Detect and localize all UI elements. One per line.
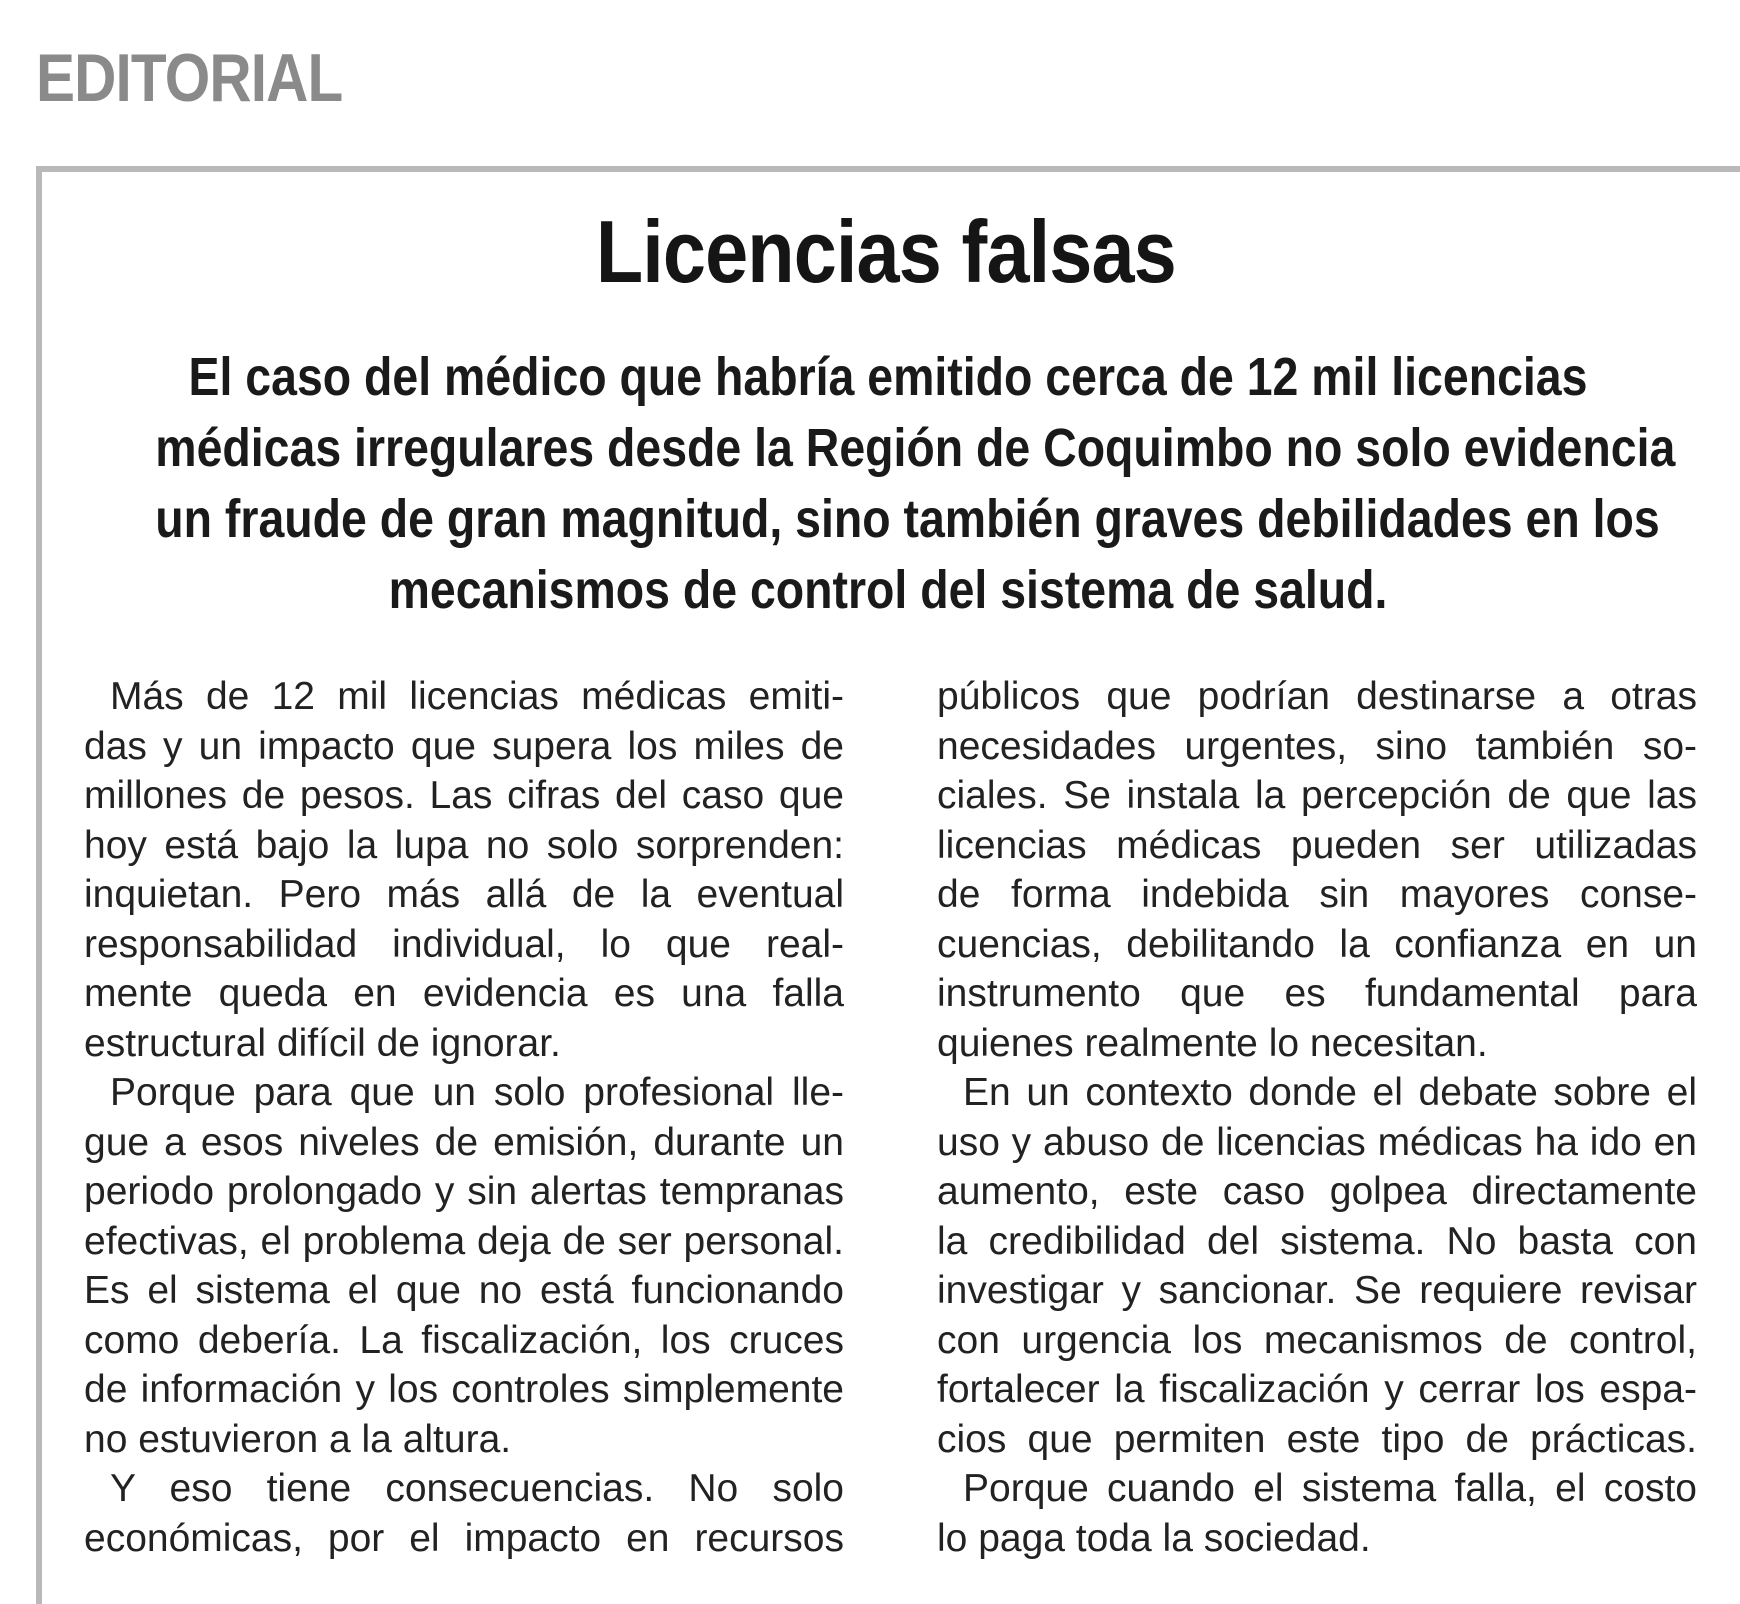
headline: Licencias falsas: [595, 202, 1176, 301]
body-text-line: estructural difícil de ignorar.: [84, 1021, 561, 1065]
body-text-line: Y eso tiene consecuencias. No solo: [110, 1467, 844, 1510]
body-text-line: gue a esos niveles de emisión, durante un: [84, 1120, 844, 1164]
body-text-line: responsabilidad individual, lo que real-: [84, 922, 844, 966]
body-text-line: cuencias, debilitando la confianza en un: [937, 922, 1697, 966]
body-text-line: no estuvieron a la altura.: [84, 1417, 512, 1461]
body-text-line: la credibilidad del sistema. No basta con: [937, 1219, 1697, 1263]
body-text-line: públicos que podrían destinarse a otras: [937, 675, 1697, 718]
body-text-line: como debería. La fiscalización, los cruces: [84, 1318, 844, 1362]
body-text-line: Porque cuando el sistema falla, el costo: [963, 1467, 1697, 1510]
body-text-line: Porque para que un solo profesional lle-: [110, 1071, 844, 1114]
body-column-left: [84, 672, 844, 1563]
body-text-line: fortalecer la fiscalización y cerrar los espa-: [937, 1368, 1697, 1411]
lead-line: mecanismos de control del sistema de salud.: [388, 560, 1388, 620]
body-text-line: aumento, este caso golpea directamente: [937, 1170, 1697, 1213]
body-text-line: investigar y sancionar. Se requiere revisar: [937, 1269, 1697, 1312]
body-text-line: inquietan. Pero más allá de la eventual: [84, 873, 844, 916]
body-text-line: ciales. Se instala la percepción de que las: [937, 774, 1697, 817]
body-text-line: necesidades urgentes, sino también so-: [937, 724, 1697, 768]
body-text-line: instrumento que es fundamental para: [937, 972, 1697, 1015]
body-text-line: cios que permiten este tipo de prácticas.: [937, 1417, 1697, 1461]
body-text-line: de información y los controles simplemente: [84, 1368, 844, 1411]
body-text-line: Es el sistema el que no está funcionando: [84, 1269, 844, 1312]
body-text-line: das y un impacto que supera los miles de: [84, 724, 844, 768]
lead-line: médicas irregulares desde la Región de Coquimbo no solo evidencia: [155, 418, 1676, 478]
body-column-right: [937, 672, 1697, 1563]
lead-line: un fraude de gran magnitud, sino también graves debilidades en los: [155, 489, 1660, 549]
body-text-line: mente queda en evidencia es una falla: [84, 972, 844, 1015]
body-text-line: Más de 12 mil licencias médicas emiti-: [110, 675, 844, 718]
lead-paragraph: [36, 342, 1740, 626]
body-text-line: de forma indebida sin mayores conse-: [937, 873, 1697, 916]
body-text-line: licencias médicas pueden ser utilizadas: [937, 823, 1697, 867]
body-text-line: hoy está bajo la lupa no solo sorprenden:: [84, 823, 844, 867]
body-text-line: quienes realmente lo necesitan.: [937, 1021, 1488, 1065]
body-text-line: uso y abuso de licencias médicas ha ido en: [937, 1120, 1697, 1164]
section-label: EDITORIAL: [36, 40, 343, 116]
body-text-line: millones de pesos. Las cifras del caso que: [84, 774, 844, 817]
body-text-line: periodo prolongado y sin alertas tempranas: [84, 1170, 844, 1213]
body-text-line: En un contexto donde el debate sobre el: [963, 1071, 1697, 1114]
body-text-line: con urgencia los mecanismos de control,: [937, 1318, 1697, 1362]
lead-line: El caso del médico que habría emitido cerca de 12 mil licencias: [188, 347, 1588, 407]
body-text-line: efectivas, el problema deja de ser personal.: [84, 1219, 844, 1263]
body-text-line: lo paga toda la sociedad.: [937, 1516, 1371, 1560]
body-text-line: económicas, por el impacto en recursos: [84, 1516, 844, 1560]
